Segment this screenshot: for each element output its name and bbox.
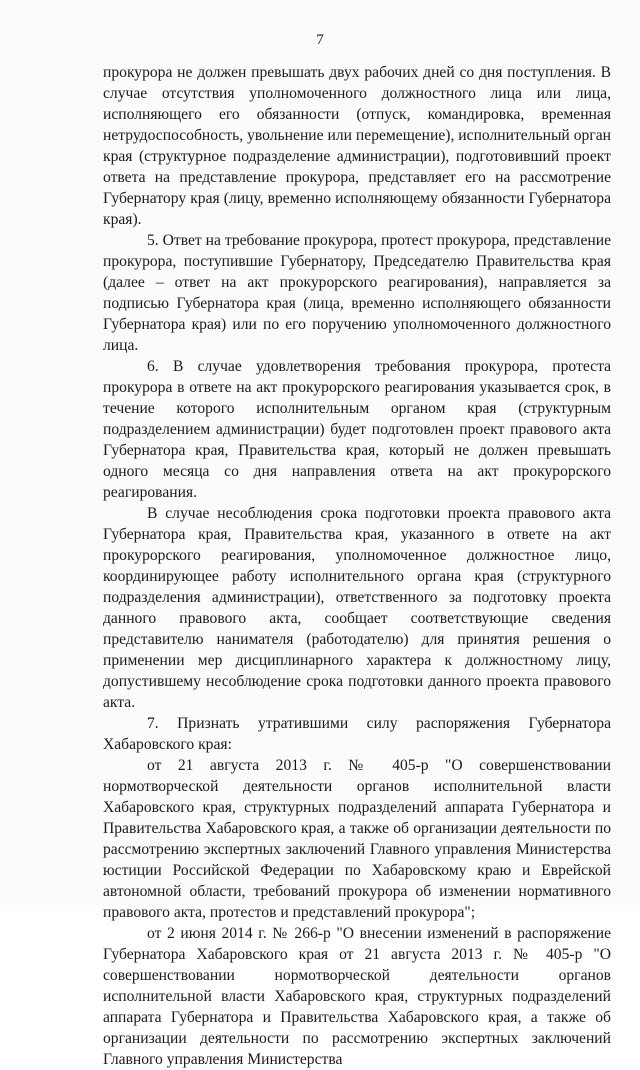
- paragraph-deadline-violation: В случае несоблюдения срока подготовки проекта правового акта Губернатора края, Правительства края, указанного в ответе на акт прокурорского реагирования, уполномоченное должностное лицо, координирующее работу исполнительного органа края (структурного подразделения администрации), ответственного за подготовку проекта данного правового акта, сообщает соответствующие сведения представителю нанимателя (работодателю) для принятия решения о применении мер дисциплинарного характера к должностному лицу, допустившему несоблюдение срока подготовки данного проекта правового акта.: [103, 505, 611, 711]
- paragraph-item-7: 7. Признать утратившими силу распоряжения Губернатора Хабаровского края:: [103, 715, 611, 753]
- paragraph-order-266: от 2 июня 2014 г. № 266-р "О внесении изменений в распоряжение Губернатора Хабаровского края от 21 августа 2013 г. № 405-р "О совершенствовании нормотворческой деятельности органов исполнительной власти Хабаровского края, структурных подразделений аппарата Губернатора и Правительства Хабаровского края, а также об организации деятельности по рассмотрению экспертных заключений Главного управления Министерства: [103, 925, 611, 1068]
- paragraph-continuation: прокурора не должен превышать двух рабочих дней со дня поступления. В случае отсутствия уполномоченного должностного лица или лица, исполняющего его обязанности (отпуск, командировка, временная нетрудоспособность, увольнение или перемещение), исполнительный орган края (структурное подразделение администрации), подготовивший проект ответа на представление прокурора, представляет его на рассмотрение Губернатору края (лицу, временно исполняющему обязанности Губернатора края).: [103, 64, 611, 228]
- page-number: 7: [316, 32, 324, 48]
- paragraph-order-405: от 21 августа 2013 г. № 405-р "О совершенствовании нормотворческой деятельности органов исполнительной власти Хабаровского края, структурных подразделений аппарата Губернатора и Правительства Хабаровского края, а также об организации деятельности по рассмотрению экспертных заключений Главного управления Министерства юстиции Российской Федерации по Хабаровскому краю и Еврейской автономной области, требований прокурора об изменении нормативного правового акта, протестов и представлений прокурора";: [103, 757, 611, 921]
- paragraph-item-6: 6. В случае удовлетворения требования прокурора, протеста прокурора в ответе на акт прокурорского реагирования указывается срок, в течение которого исполнительным органом края (структурным подразделением администрации) будет подготовлен проект правового акта Губернатора края, Правительства края, который не должен превышать одного месяца со дня направления ответа на акт прокурорского реагирования.: [103, 358, 611, 501]
- document-body: [103, 62, 611, 1070]
- paragraph-item-5: 5. Ответ на требование прокурора, протест прокурора, представление прокурора, поступившие Губернатору, Председателю Правительства края (далее – ответ на акт прокурорского реагирования), направляется за подписью Губернатора края (лица, временно исполняющего обязанности Губернатора края) или по его поручению уполномоченного должностного лица.: [103, 232, 611, 354]
